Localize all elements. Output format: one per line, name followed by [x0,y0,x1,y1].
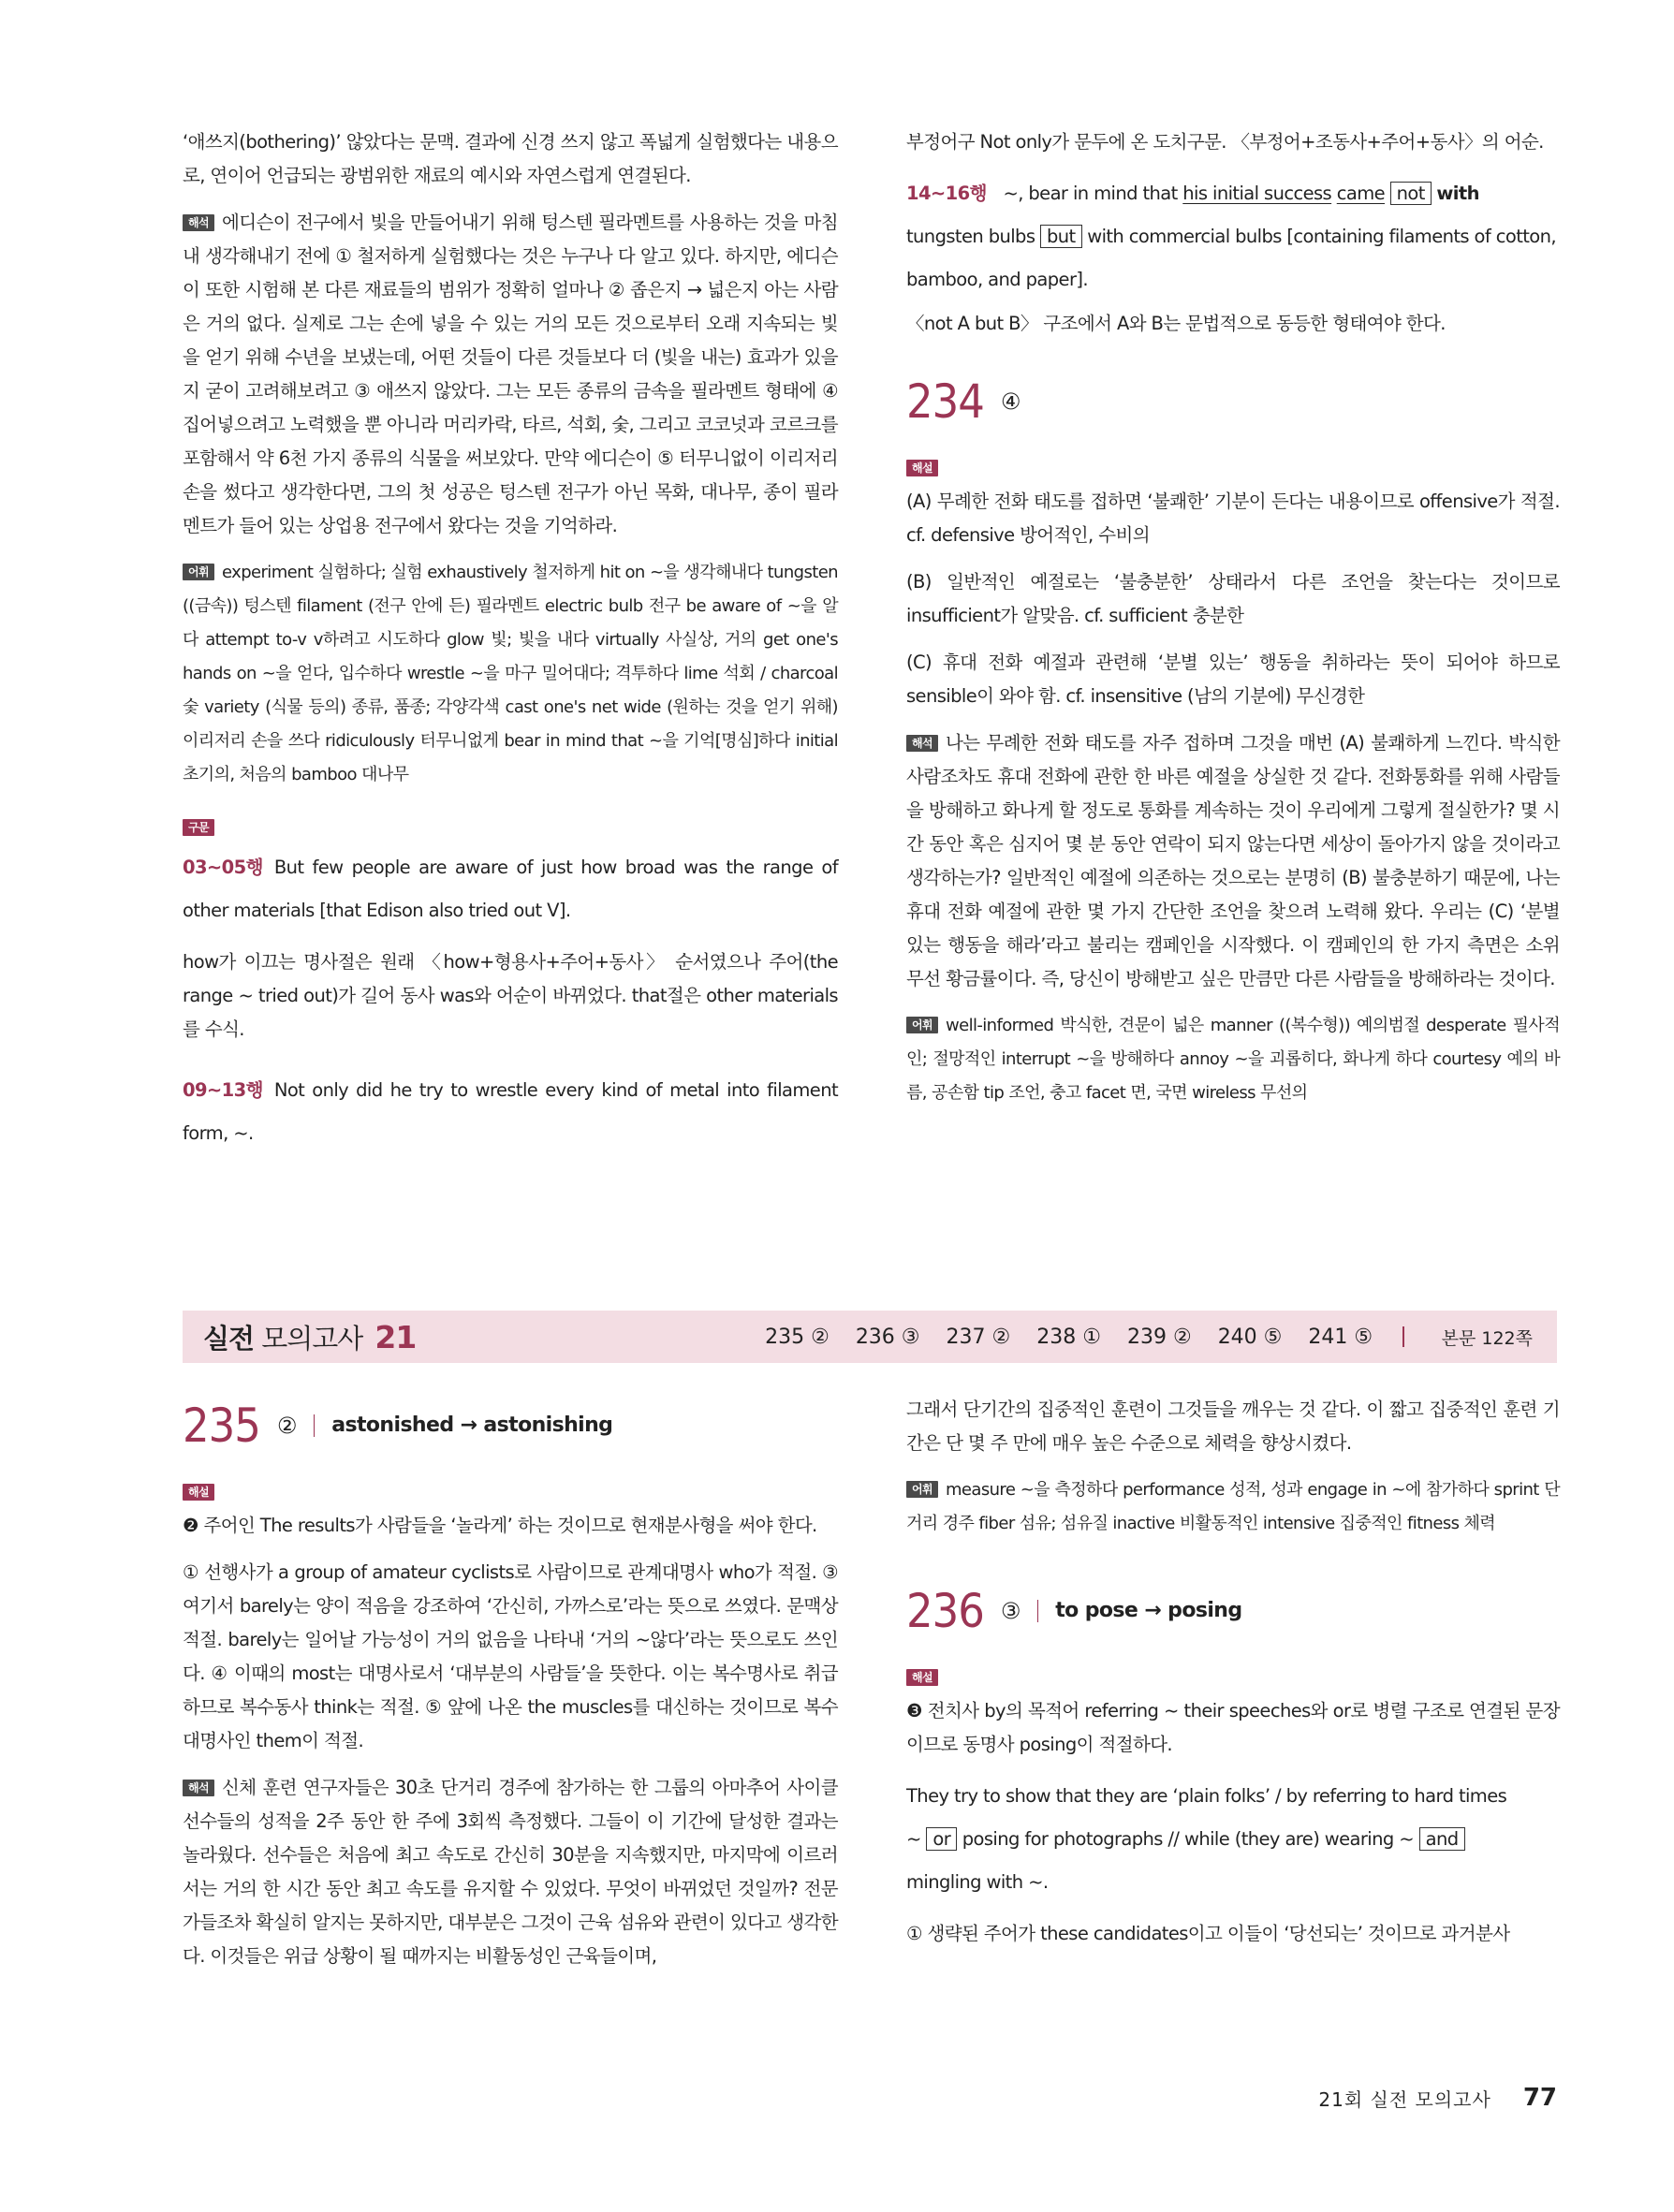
grammar-text: posing for photographs // while (they are) wearing ~ [962,1828,1415,1850]
translation-tag: 해석 [183,214,214,231]
answer-item: 238 ① [1036,1325,1101,1349]
answer-item: 236 ③ [855,1325,920,1349]
question-answer: ② [276,1413,297,1439]
q235-translation-continued: 그래서 단기간의 집중적인 훈련이 그것들을 깨우는 것 같다. 이 짧고 집중적인 훈련 기간은 단 몇 주 만에 매우 높은 수준으로 체력을 향상시켰다. [906,1399,1560,1454]
not-box: not [1390,182,1432,205]
q234-vocab [906,1009,1560,1110]
explanation-continued: ‘애쓰지(bothering)’ 않았다는 문맥. 결과에 신경 쓰지 않고 폭넓게 실험했다는 내용으로, 연이어 언급되는 광범위한 재료의 예시와 자연스럽게 연결된다. [183,131,838,186]
section-divider [1402,1326,1404,1347]
answer-item: 240 ⑤ [1217,1325,1283,1349]
question-answer: ③ [1000,1598,1021,1624]
translation-tag: 해석 [183,1780,214,1796]
grammar-with: with [1436,183,1479,204]
answer-item: 239 ② [1126,1325,1192,1349]
vocab-tag: 어휘 [906,1017,938,1033]
grammar-text: They try to show that they are ‘plain folks’ / by referring to hard times [906,1785,1507,1807]
correction-note: to pose → posing [1055,1599,1242,1622]
translation-text: 에디슨이 전구에서 빛을 만들어내기 위해 텅스텐 필라멘트를 사용하는 것을 마침내 생각해내기 전에 ① 철저하게 실험했다는 것은 누구나 다 알고 있다. 하지만, 에디슨이 또한 시험해 본 다른 재료들의 범위가 정확히 얼마나 ② 좁은지 → 넓은지 아는 사람은 거의 없다. 실제로 그는 손에 넣을 수 있는 거의 모든 것으로부터 오래 지속되는 빛을 얻기 위해 수년을 보냈는데, 어떤 것들이 다른 것들보다 더 (빛을 내는) 효과가 있을지 굳이 고려해보려고 ③ 애쓰지 않았다. 그는 모든 종류의 금속을 필라멘트 형태에 ④ 집어넣으려고 노력했을 뿐 아니라 머리카락, 타르, 석회, 숯, 그리고 코코넛과 코르크를 포함해서 약 6천 가지 종류의 식물을 써보았다. 만약 에디슨이 ⑤ 터무니없이 이리저리 손을 썼다고 생각한다면, 그의 첫 성공은 텅스텐 전구가 아닌 목화, 대나무, 종이 필라멘트가 들어 있는 상업용 전구에서 왔다는 것을 기억하라. [183,212,838,536]
bottom-left-column [183,1393,838,1986]
translation-tag: 해석 [906,735,938,752]
q235-explanation-tag [183,1475,838,1509]
answer-item: 235 ② [765,1325,830,1349]
section-title-rest: 모의고사 [254,1322,363,1355]
q234-translation [906,726,1560,996]
section-number: 21 [374,1318,417,1355]
page-reference: 본문 122쪽 [1441,1327,1533,1349]
top-right-column [906,125,1560,1123]
answer-key [765,1325,1557,1350]
vocab-text: measure ~을 측정하다 performance 성적, 성과 engage in ~에 참가하다 sprint 단거리 경주 fiber 섬유; 섬유질 inactive 비활동적인 intensive 집중적인 fitness 체력 [906,1480,1560,1533]
section-title [203,1318,416,1356]
grammar-text: ~, bear in mind that [1003,183,1178,204]
q233-vocab [183,556,838,792]
bottom-right-column [906,1393,1560,1964]
vocab-tag: 어휘 [183,564,214,580]
q234-explanation-a: (A) 무례한 전화 태도를 접하면 ‘불쾌한’ 기분이 든다는 내용이므로 offensive가 적절. cf. defensive 방어적인, 수비의 [906,491,1560,546]
but-box: but [1040,225,1082,248]
syntax-tag: 구문 [183,819,214,836]
q233-translation [183,206,838,543]
explanation-tag: 해설 [906,460,938,476]
q234-explanation-tag [906,451,1560,485]
explanation-tag: 해설 [906,1669,938,1686]
q234-explanation-b: (B) 일반적인 예절로는 ‘불충분한’ 상태라서 다른 조언을 찾는다는 것이므로 insufficient가 알맞음. cf. sufficient 충분한 [906,571,1560,626]
line-ref: 14~16행 [906,183,987,204]
vocab-text: well-informed 박식한, 견문이 넓은 manner ((복수형)) 예의범절 desperate 필사적인; 절망적인 interrupt ~을 방해하다 annoy ~을 괴롭히다, 화나게 하다 courtesy 예의 바름, 공손함 tip 조언, 충고 facet 면, 국면 wireless 무선의 [906,1016,1560,1103]
grammar-text: with commercial bulbs [containing filaments of cotton, bamboo, and paper]. [906,226,1556,290]
vocab-text: experiment 실험하다; 실험 exhaustively 철저하게 hit on ~을 생각해내다 tungsten ((금속)) 텅스텐 filament (전구 안에 든) 필라멘트 electric bulb 전구 be aware of ~을 알다 attempt to-v v하려고 시도하다 glow 빛; 빛을 내다 virtually 사실상, 거의 get one's hands on ~을 얻다, 입수하다 wrestle ~을 마구 밀어대다; 격투하다 lime 석회 / charcoal 숯 variety (식물 등의) 종류, 품종; 각양각색 cast one's net wide (원하는 것을 얻기 위해) 이리저리 손을 쓰다 ridiculously 터무니없게 bear in mind that ~을 기억[명심]하다 initial 초기의, 처음의 bamboo 대나무 [183,563,838,784]
q234-header [906,369,1560,434]
grammar-verb: came [1336,183,1385,204]
grammar-text: tungsten bulbs [906,226,1035,247]
translation-text: 신체 훈련 연구자들은 30초 단거리 경주에 참가하는 한 그룹의 아마추어 사이클 선수들의 성적을 2주 동안 한 주에 3회씩 측정했다. 그들이 이 기간에 달성한 결과는 놀라웠다. 선수들은 처음에 최고 속도로 간신히 30분을 지속했지만, 마지막에 이르러서는 거의 한 시간 동안 최고 속도를 유지할 수 있었다. 무엇이 바뀌었던 것일까? 전문가들조차 확실히 알지는 못하지만, 대부분은 그것이 근육 섬유와 관련이 있다고 생각한다. 이것들은 위급 상황이 될 때까지는 비활동성인 근육들이며, [183,1777,838,1967]
vocab-tag: 어휘 [906,1481,938,1498]
page-number: 77 [1522,2084,1557,2112]
answer-item: 241 ⑤ [1308,1325,1373,1349]
answer-item: 237 ② [946,1325,1011,1349]
page-footer [1318,2084,1557,2112]
q236-header [906,1578,1560,1644]
grammar-text: mingling with ~. [906,1871,1049,1893]
grammar-subject: his initial success [1182,183,1332,204]
inversion-note: 부정어구 Not only가 문두에 온 도치구문. 〈부정어+조동사+주어+동사〉의 어순. [906,131,1544,153]
question-answer: ④ [1000,388,1021,415]
question-number: 236 [906,1584,984,1638]
q235-header [183,1393,838,1458]
q236-explanation-continued: ① 생략된 주어가 these candidates이고 이들이 ‘당선되는’ 것이므로 과거분사 [906,1923,1510,1944]
q235-translation [183,1771,838,1973]
q234-explanation-c: (C) 휴대 전화 예절과 관련해 ‘분별 있는’ 행동을 취하라는 뜻이 되어야 하므로 sensible이 와야 함. cf. insensitive (남의 기분에) 무신경한 [906,652,1560,707]
grammar-text: ~ [906,1828,921,1850]
q236-explanation-tag [906,1661,1560,1694]
and-box: and [1419,1827,1465,1851]
not-a-but-b-note: 〈not A but B〉 구조에서 A와 B는 문법적으로 동등한 형태여야 한다. [906,313,1446,334]
line-ref: 09~13행 [183,1079,263,1101]
or-box: or [926,1827,957,1851]
q235-vocab [906,1473,1560,1541]
question-number: 235 [183,1399,260,1453]
correction-note: astonished → astonishing [331,1414,613,1437]
grammar-sentence: But few people are aware of just how broad was the range of other materials [that Edison also tried out V]. [183,857,838,921]
header-divider [1037,1600,1039,1622]
section-header-bar [183,1311,1557,1363]
grammar-point-2 [183,1069,838,1155]
line-ref: 03~05행 [183,857,263,878]
grammar-note-1: how가 이끄는 명사절은 원래 〈how+형용사+주어+동사〉 순서였으나 주어(the range ~ tried out)가 길어 동사 was와 어순이 바뀌었다. that절은 other materials를 수식. [183,951,838,1040]
syntax-section [183,811,838,844]
explanation-tag: 해설 [183,1484,214,1501]
grammar-point-3 [906,172,1560,301]
top-left-column [183,125,838,1168]
q235-explanation-1: ❷ 주어인 The results가 사람들을 ‘놀라게’ 하는 것이므로 현재분사형을 써야 한다. [183,1515,817,1536]
question-number: 234 [906,374,984,429]
grammar-sentence: Not only did he try to wrestle every kind of metal into filament form, ~. [183,1079,838,1144]
translation-text: 나는 무례한 전화 태도를 자주 접하며 그것을 매번 (A) 불쾌하게 느낀다. 박식한 사람조차도 휴대 전화에 관한 한 바른 예절을 상실한 것 같다. 전화통화를 위해 사람들을 방해하고 화나게 할 정도로 통화를 계속하는 것이 우리에게 그렇게 절실한가? 몇 시간 동안 혹은 심지어 몇 분 동안 연락이 되지 않는다면 세상이 돌아가지 않을 것이라고 생각하는가? 일반적인 예절에 의존하는 것으로는 분명히 (B) 불충분하기 때문에, 나는 휴대 전화 예절에 관한 몇 가지 간단한 조언을 찾으려 노력해 왔다. 우리는 (C) ‘분별 있는 행동을 해라’라고 불리는 캠페인을 시작했다. 이 캠페인의 한 가지 측면은 소위 무선 황금률이다. 즉, 당신이 방해받고 싶은 만큼만 다른 사람들을 방해하라는 것이다. [906,732,1560,989]
header-divider [314,1414,316,1437]
q236-explanation: ❸ 전치사 by의 목적어 referring ~ their speeches와 or로 병렬 구조로 연결된 문장이므로 동명사 posing이 적절하다. [906,1700,1560,1755]
footer-section-label: 21회 실전 모의고사 [1318,2087,1491,2111]
q235-explanation-2: ① 선행사가 a group of amateur cyclists로 사람이므로 관계대명사 who가 적절. ③ 여기서 barely는 양이 적음을 강조하여 ‘간신히, 가까스로’라는 뜻으로 쓰였다. 문맥상 적절. barely는 일어날 가능성이 거의 없음을 나타내 ‘거의 ~않다’라는 뜻으로도 쓰인다. ④ 이때의 most는 대명사로서 ‘대부분의 사람들’을 뜻한다. 이는 복수명사로 취급하므로 복수동사 think는 적절. ⑤ 앞에 나온 the muscles를 대신하는 것이므로 복수대명사인 them이 적절. [183,1561,838,1751]
grammar-point-1 [183,846,838,932]
section-title-bold: 실전 [203,1322,255,1355]
grammar-point-4 [906,1775,1560,1904]
